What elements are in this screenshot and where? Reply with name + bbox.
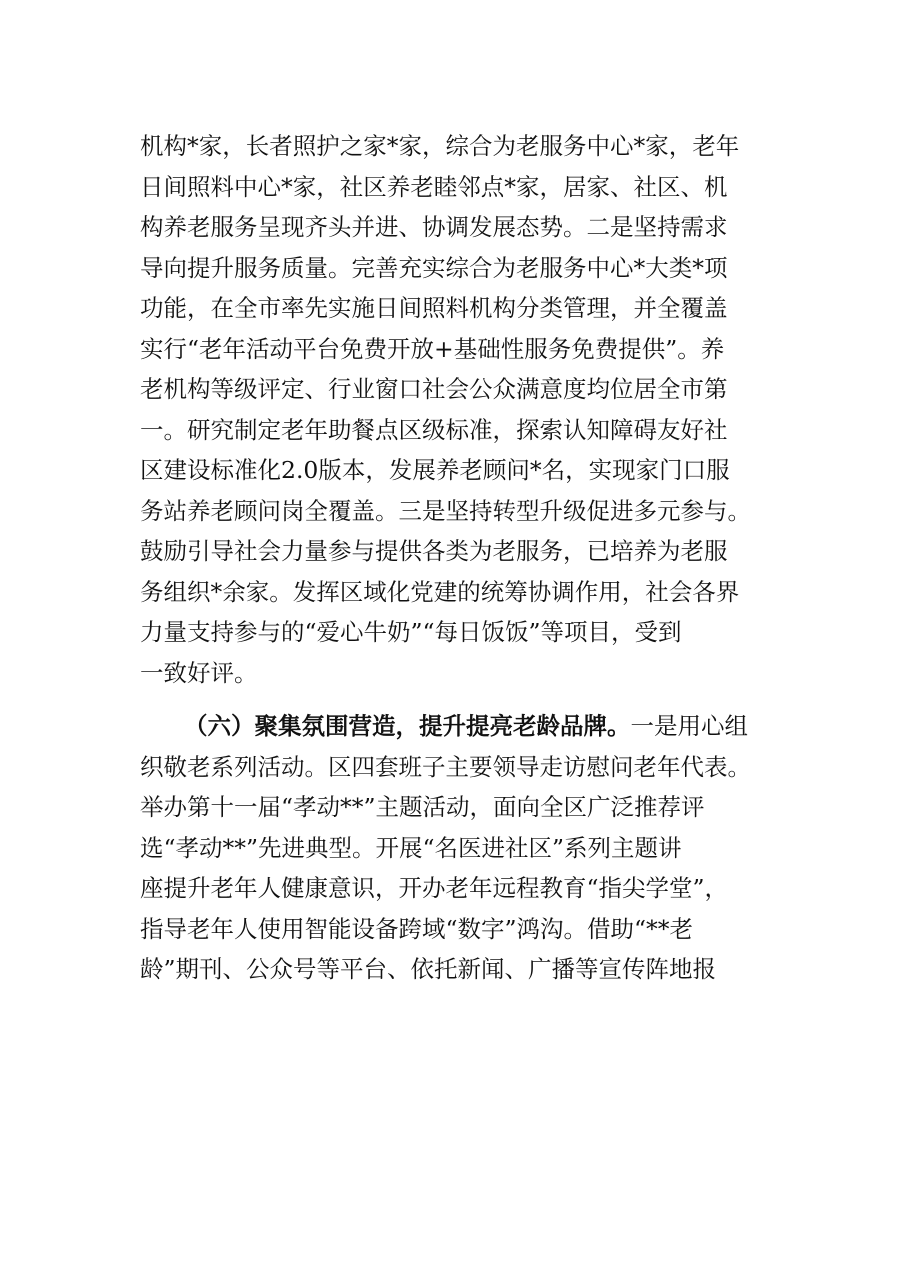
document-body — [140, 126, 780, 990]
paragraph-line: 力量支持参与的“爱心牛奶”“每日饭饭”等项目，受到 — [140, 618, 682, 646]
paragraph-line: 导向提升服务质量。完善充实综合为老服务中心*大类*项 — [140, 253, 728, 282]
paragraph-line: 日间照料中心*家，社区养老睦邻点*家，居家、社区、机 — [140, 172, 728, 201]
paragraph-line: 一致好评。 — [140, 658, 258, 687]
heading-line-rest: 一是用心组 — [630, 712, 748, 740]
paragraph-line: 务站养老顾问岗全覆盖。三是坚持转型升级促进多元参与。 — [140, 496, 751, 525]
paragraph-first-line — [140, 706, 780, 747]
paragraph-line: 举办第十一届“孝动**”主题活动，面向全区广泛推荐评 — [140, 793, 705, 821]
paragraph-line: 功能，在全市率先实施日间照料机构分类管理，并全覆盖 — [140, 294, 728, 322]
paragraph-line: 鼓励引导社会力量参与提供各类为老服务，已培养为老服 — [140, 537, 728, 565]
paragraph-line: 座提升老年人健康意识，开办老年远程教育“指尖学堂”， — [140, 874, 729, 902]
paragraph-line: 老机构等级评定、行业窗口社会公众满意度均位居全市第 — [140, 375, 728, 403]
paragraph-line: 务组织*余家。发挥区域化党建的统筹协调作用，社会各界 — [140, 577, 740, 606]
paragraph-line: 区建设标准化2.0版本，发展养老顾问*名，实现家门口服 — [140, 456, 730, 484]
paragraph-aging-brand — [140, 706, 780, 990]
paragraph-line: 龄”期刊、公众号等平台、依托新闻、广播等宣传阵地报 — [140, 955, 717, 983]
paragraph-line: 选“孝动**”先进典型。开展“名医进社区”系列主题讲 — [140, 833, 682, 862]
paragraph-line: 织敬老系列活动。区四套班子主要领导走访慰问老年代表。 — [140, 752, 751, 781]
paragraph-line: 构养老服务呈现齐头并进、协调发展态势。二是坚持需求 — [140, 213, 728, 241]
section-heading: （六）聚集氛围营造，提升提亮老龄品牌。 — [184, 712, 631, 740]
paragraph-line: 一。研究制定老年助餐点区级标准，探索认知障碍友好社 — [140, 415, 728, 444]
paragraph-elderly-services — [140, 126, 780, 693]
paragraph-line: 指导老年人使用智能设备跨域“数字”鸿沟。借助“**老 — [140, 914, 694, 943]
paragraph-line: 机构*家，长者照护之家*家，综合为老服务中心*家，老年 — [140, 132, 740, 160]
paragraph-line: 实行“老年活动平台免费开放+基础性服务免费提供”。养 — [140, 334, 725, 363]
